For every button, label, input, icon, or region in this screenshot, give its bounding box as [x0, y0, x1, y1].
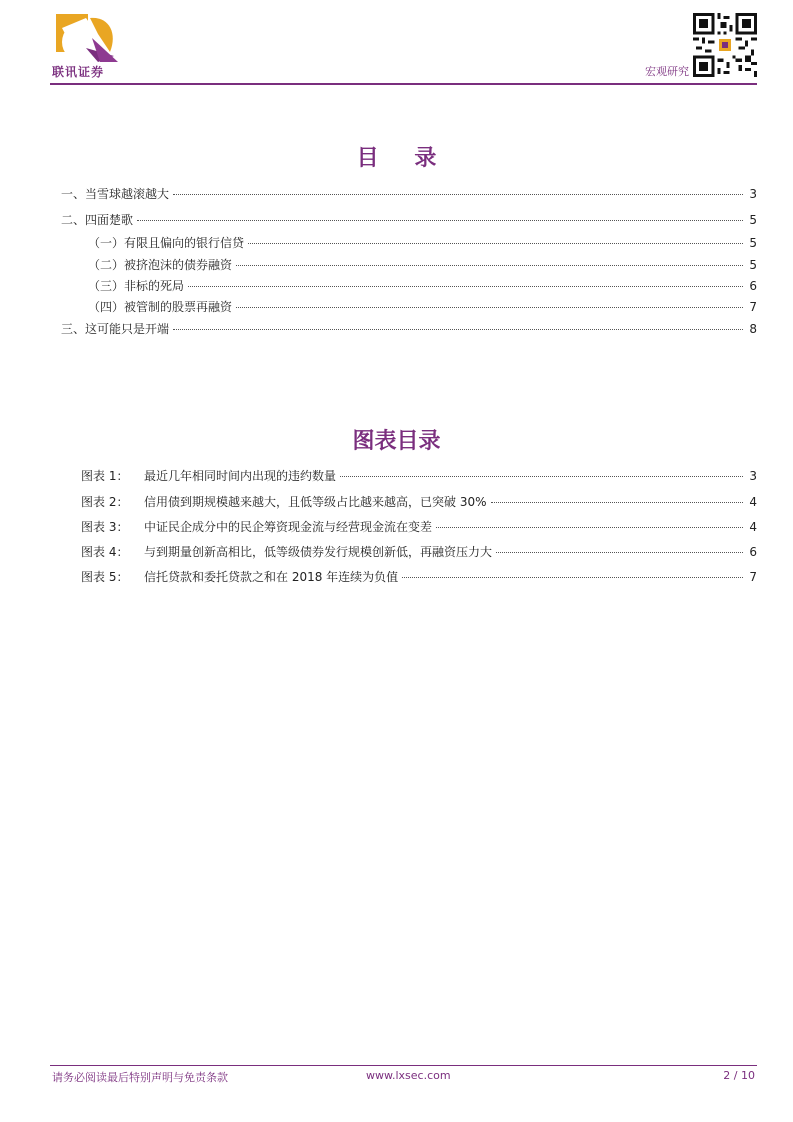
figure-entry-number: 图表 5： — [81, 570, 129, 584]
toc-entry[interactable] — [61, 211, 757, 229]
figures-title: 图表目录 — [352, 429, 441, 454]
figure-entry-number: 图表 3： — [81, 520, 129, 534]
dot-leader — [236, 265, 743, 266]
toc-entry-page: 5 — [749, 258, 757, 272]
figure-entry-page: 6 — [749, 545, 757, 559]
toc-entry-label: （四）被管制的股票再融资 — [88, 300, 233, 314]
dot-leader — [173, 194, 743, 195]
toc-title: 目 录 — [356, 146, 451, 171]
website-link[interactable]: www.lxsec.com — [366, 1069, 451, 1082]
dot-leader — [491, 502, 744, 503]
toc-entry-label: 三、这可能只是开端 — [61, 322, 170, 336]
report-category: 宏观研究 — [645, 65, 689, 78]
toc-entry-page: 7 — [749, 300, 757, 314]
dot-leader — [173, 329, 743, 330]
dot-leader — [496, 552, 743, 553]
figure-entry-page: 7 — [749, 570, 757, 584]
toc-entry-label: （一）有限且偏向的银行信贷 — [88, 236, 245, 250]
toc-entry-label: 一、当雪球越滚越大 — [61, 187, 170, 201]
toc-entry-label: （三）非标的死局 — [88, 279, 185, 293]
figure-entry-label: 最近几年相同时间内出现的违约数量 — [144, 469, 337, 483]
page-number: 2 / 10 — [723, 1069, 755, 1082]
toc-entry-page: 8 — [749, 322, 757, 336]
figure-entry-label: 信用债到期规模越来越大，且低等级占比越来越高，已突破 30% — [144, 495, 487, 509]
company-name: 联讯证券 — [52, 65, 105, 79]
dot-leader — [340, 476, 743, 477]
figure-entry[interactable] — [81, 467, 757, 485]
dot-leader — [402, 577, 743, 578]
footer-divider — [50, 1065, 757, 1066]
dot-leader — [436, 527, 743, 528]
toc-entry[interactable] — [88, 234, 757, 252]
toc-entry[interactable] — [88, 298, 757, 316]
figure-entry-label: 信托贷款和委托贷款之和在 2018 年连续为负值 — [144, 570, 399, 584]
figure-entry-number: 图表 1： — [81, 469, 129, 483]
toc-entry[interactable] — [88, 277, 757, 295]
dot-leader — [137, 220, 743, 221]
figure-entry[interactable] — [81, 568, 757, 586]
figure-entry-page: 4 — [749, 495, 757, 509]
figure-entry-number: 图表 4： — [81, 545, 129, 559]
toc-entry-label: （二）被挤泡沫的债券融资 — [88, 258, 233, 272]
dot-leader — [236, 307, 743, 308]
dot-leader — [248, 243, 743, 244]
toc-entry-label: 二、四面楚歌 — [61, 213, 134, 227]
figure-entry-page: 4 — [749, 520, 757, 534]
figure-entry[interactable] — [81, 518, 757, 536]
figure-entry-number: 图表 2： — [81, 495, 129, 509]
toc-entry[interactable] — [61, 320, 757, 338]
header-divider — [50, 83, 757, 85]
figure-entry[interactable] — [81, 543, 757, 561]
figure-entry-label: 与到期量创新高相比，低等级债券发行规模创新低，再融资压力大 — [144, 545, 493, 559]
qr-code-icon[interactable] — [693, 13, 757, 77]
toc-entry-page: 5 — [749, 213, 757, 227]
toc-entry-page: 3 — [749, 187, 757, 201]
figure-entry-label: 中证民企成分中的民企筹资现金流与经营现金流在变差 — [144, 520, 433, 534]
toc-entry[interactable] — [88, 256, 757, 274]
toc-entry-page: 5 — [749, 236, 757, 250]
toc-entry-page: 6 — [749, 279, 757, 293]
toc-entry[interactable] — [61, 185, 757, 203]
disclaimer-notice: 请务必阅读最后特别声明与免责条款 — [52, 1071, 228, 1084]
figure-entry[interactable] — [81, 493, 757, 511]
dot-leader — [188, 286, 743, 287]
figure-entry-page: 3 — [749, 469, 757, 483]
